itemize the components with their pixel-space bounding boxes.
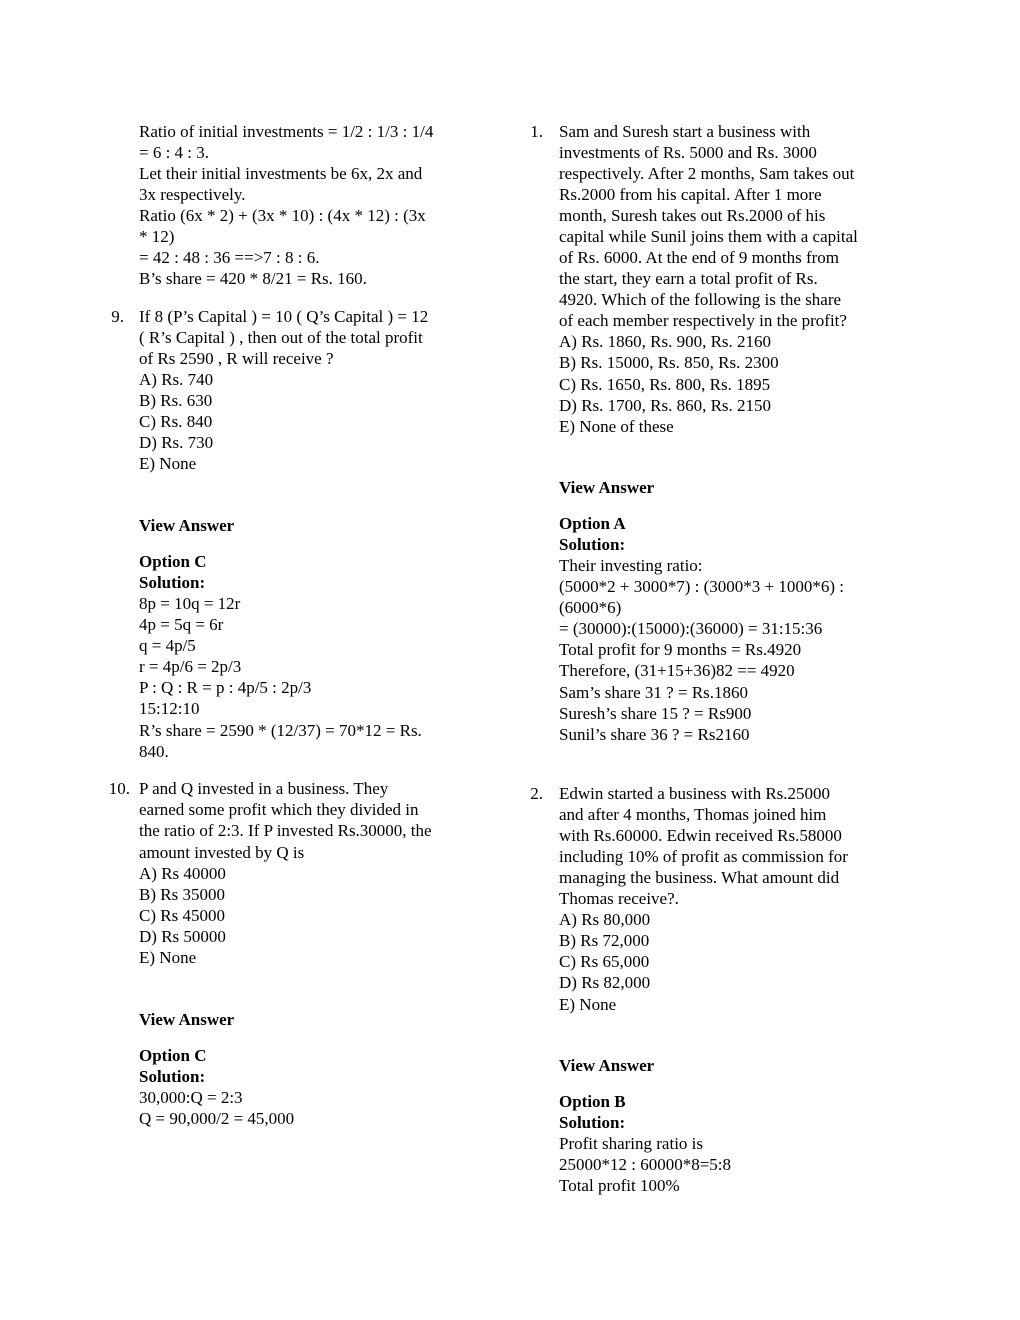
answer-option: A) Rs. 1860, Rs. 900, Rs. 2160	[559, 332, 772, 351]
question-text: of Rs 2590 , R will receive ?	[139, 349, 334, 368]
solution-label: Solution:	[139, 573, 206, 592]
answer-option: C) Rs. 840	[139, 412, 213, 431]
answer-option: A) Rs 80,000	[559, 910, 651, 929]
solution-line: B’s share = 420 * 8/21 = Rs. 160.	[139, 269, 367, 288]
answer-option: D) Rs. 1700, Rs. 860, Rs. 2150	[559, 396, 772, 415]
answer-option: B) Rs 72,000	[559, 931, 650, 950]
answer-option: E) None of these	[559, 417, 674, 436]
question-number: 1.	[530, 122, 543, 141]
question-text: of Rs. 6000. At the end of 9 months from	[559, 248, 840, 267]
solution-line: 30,000:Q = 2:3	[139, 1088, 243, 1107]
question-text: earned some profit which they divided in	[139, 800, 419, 819]
correct-option: Option A	[559, 514, 626, 533]
question-text: month, Suresh takes out Rs.2000 of his	[559, 206, 826, 225]
question-text: ( R’s Capital ) , then out of the total profit	[139, 328, 423, 347]
correct-option: Option C	[139, 1046, 207, 1065]
view-answer-link[interactable]: View Answer	[139, 1010, 235, 1029]
question-text: investments of Rs. 5000 and Rs. 3000	[559, 143, 817, 162]
answer-option: C) Rs 65,000	[559, 952, 650, 971]
answer-option: D) Rs 50000	[139, 927, 226, 946]
question-text: respectively. After 2 months, Sam takes out	[559, 164, 855, 183]
solution-line: 25000*12 : 60000*8=5:8	[559, 1155, 732, 1174]
solution-line: 4p = 5q = 6r	[139, 615, 224, 634]
solution-line: Ratio (6x * 2) + (3x * 10) : (4x * 12) : (3x	[139, 206, 426, 225]
answer-option: D) Rs 82,000	[559, 973, 651, 992]
question-text: Edwin started a business with Rs.25000	[559, 784, 831, 803]
solution-line: Therefore, (31+15+36)82 == 4920	[559, 661, 795, 680]
question-text: including 10% of profit as commission for	[559, 847, 848, 866]
solution-line: (5000*2 + 3000*7) : (3000*3 + 1000*6) :	[559, 577, 845, 596]
view-answer-link[interactable]: View Answer	[139, 516, 235, 535]
question-text: managing the business. What amount did	[559, 868, 840, 887]
solution-line: Total profit 100%	[559, 1176, 680, 1195]
solution-line: Q = 90,000/2 = 45,000	[139, 1109, 295, 1128]
solution-label: Solution:	[559, 535, 626, 554]
solution-line: P : Q : R = p : 4p/5 : 2p/3	[139, 678, 312, 697]
question-text: 4920. Which of the following is the share	[559, 290, 842, 309]
question-text: If 8 (P’s Capital ) = 10 ( Q’s Capital ) = 12	[139, 307, 429, 326]
question-number: 10.	[108, 779, 130, 798]
answer-option: E) None	[139, 454, 197, 473]
view-answer-link[interactable]: View Answer	[559, 478, 655, 497]
question-text: with Rs.60000. Edwin received Rs.58000	[559, 826, 842, 845]
answer-option: B) Rs. 15000, Rs. 850, Rs. 2300	[559, 353, 779, 372]
solution-line: = 42 : 48 : 36 ==>7 : 8 : 6.	[139, 248, 320, 267]
solution-line: = (30000):(15000):(36000) = 31:15:36	[559, 619, 823, 638]
question-text: and after 4 months, Thomas joined him	[559, 805, 827, 824]
solution-line: R’s share = 2590 * (12/37) = 70*12 = Rs.	[139, 721, 422, 740]
question-text: amount invested by Q is	[139, 843, 305, 862]
solution-line: r = 4p/6 = 2p/3	[139, 657, 242, 676]
solution-line: 840.	[139, 742, 169, 761]
view-answer-link[interactable]: View Answer	[559, 1056, 655, 1075]
solution-line: Sunil’s share 36 ? = Rs2160	[559, 725, 750, 744]
correct-option: Option B	[559, 1092, 626, 1111]
solution-line: q = 4p/5	[139, 636, 196, 655]
answer-option: D) Rs. 730	[139, 433, 214, 452]
solution-line: * 12)	[139, 227, 175, 246]
solution-line: = 6 : 4 : 3.	[139, 143, 210, 162]
question-number: 9.	[111, 307, 124, 326]
solution-line: Total profit for 9 months = Rs.4920	[559, 640, 802, 659]
solution-line: Suresh’s share 15 ? = Rs900	[559, 704, 752, 723]
solution-label: Solution:	[139, 1067, 206, 1086]
question-text: P and Q invested in a business. They	[139, 779, 389, 798]
solution-line: 8p = 10q = 12r	[139, 594, 241, 613]
correct-option: Option C	[139, 552, 207, 571]
question-text: the start, they earn a total profit of Rs.	[559, 269, 818, 288]
question-text: Sam and Suresh start a business with	[559, 122, 811, 141]
answer-option: B) Rs 35000	[139, 885, 225, 904]
answer-option: A) Rs. 740	[139, 370, 214, 389]
question-text: Rs.2000 from his capital. After 1 more	[559, 185, 822, 204]
answer-option: C) Rs 45000	[139, 906, 225, 925]
solution-line: Profit sharing ratio is	[559, 1134, 704, 1153]
answer-option: E) None	[139, 948, 197, 967]
question-number: 2.	[530, 784, 543, 803]
answer-option: B) Rs. 630	[139, 391, 213, 410]
question-text: of each member respectively in the profit?	[559, 311, 847, 330]
solution-line: 15:12:10	[139, 699, 200, 718]
solution-line: Sam’s share 31 ? = Rs.1860	[559, 683, 749, 702]
solution-line: Let their initial investments be 6x, 2x and	[139, 164, 423, 183]
solution-line: (6000*6)	[559, 598, 622, 617]
solution-line: Ratio of initial investments = 1/2 : 1/3 : 1/4	[139, 122, 434, 141]
solution-line: Their investing ratio:	[559, 556, 703, 575]
solution-label: Solution:	[559, 1113, 626, 1132]
answer-option: E) None	[559, 995, 617, 1014]
solution-line: 3x respectively.	[139, 185, 246, 204]
question-text: the ratio of 2:3. If P invested Rs.30000, the	[139, 821, 432, 840]
answer-option: A) Rs 40000	[139, 864, 226, 883]
question-text: capital while Sunil joins them with a capital	[559, 227, 858, 246]
answer-option: C) Rs. 1650, Rs. 800, Rs. 1895	[559, 375, 771, 394]
question-text: Thomas receive?.	[559, 889, 679, 908]
